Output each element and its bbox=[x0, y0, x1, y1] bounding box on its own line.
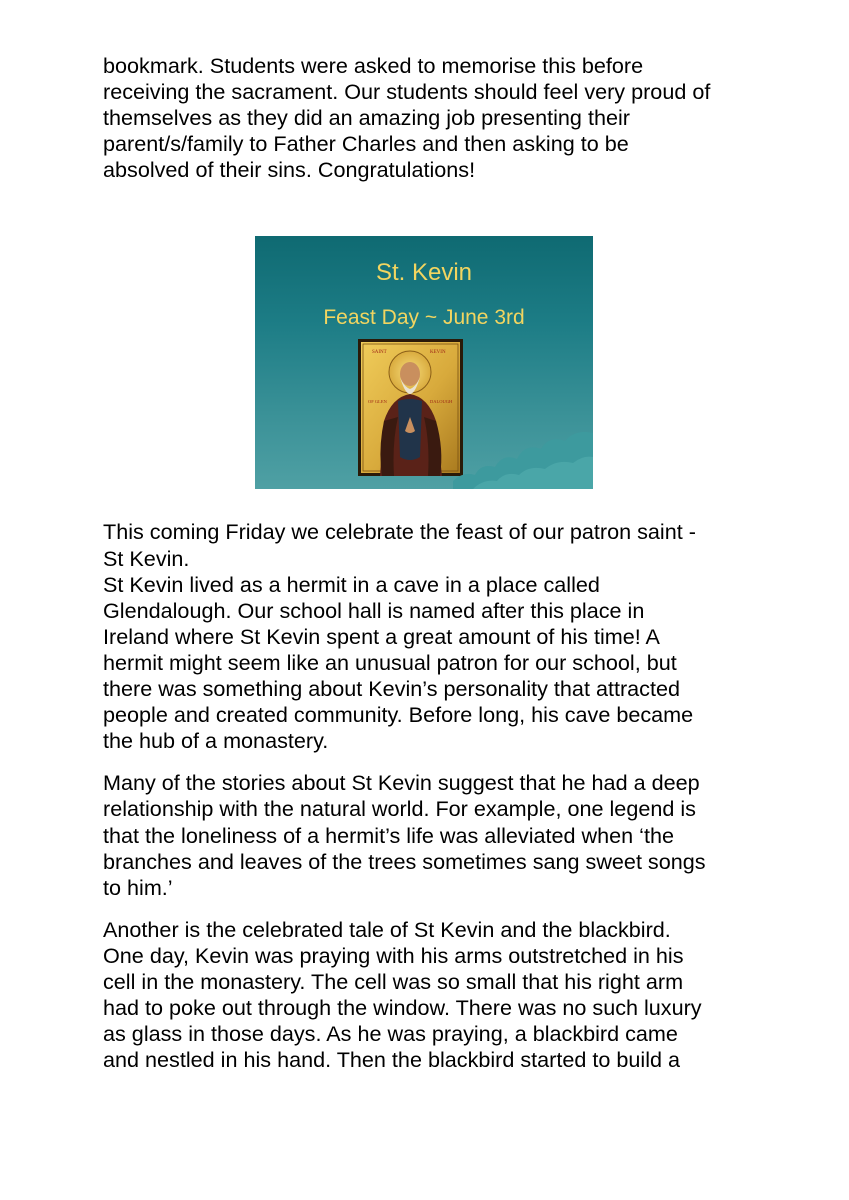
icon-label-top-right: KEVIN bbox=[430, 350, 446, 356]
st-kevin-icon-painting bbox=[358, 339, 463, 476]
document-page bbox=[103, 53, 763, 1073]
icon-label-bottom-left: OF GLEN bbox=[368, 399, 387, 405]
paragraph-natural-world: Many of the stories about St Kevin suggest that he had a deep relationship with the natural world. For example, one legend is that the loneliness of a hermit’s life was alleviated when ‘the branches and leaves of the trees sometimes sang sweet songs to him.’ bbox=[103, 770, 706, 900]
image-title: St. Kevin bbox=[375, 259, 473, 287]
icon-label-bottom-right: DALOUGH bbox=[430, 399, 453, 405]
image-subtitle: Feast Day ~ June 3rd bbox=[323, 306, 525, 330]
cloud-decoration bbox=[453, 419, 593, 489]
icon-label-top-left: SAINT bbox=[372, 350, 387, 356]
paragraph-feast-intro: This coming Friday we celebrate the feast of our patron saint - St Kevin. St Kevin lived as a hermit in a cave in a place called Glendalough. Our school hall is named after this place in Ireland where St Kevin spent a great amount of his time! A hermit might seem like an unusual patron for our school, but there was something about Kevin’s personality that attracted people and created community. Before long, his cave became the hub of a monastery. bbox=[103, 519, 696, 754]
paragraph-blackbird: Another is the celebrated tale of St Kevin and the blackbird. One day, Kevin was praying with his arms outstretched in his cell in the monastery. The cell was so small that his right arm had to poke out through the window. There was no such luxury as glass in those days. As he was praying, a blackbird came and nestled in his hand. Then the blackbird started to build a bbox=[103, 916, 702, 1073]
st-kevin-feast-image bbox=[255, 236, 593, 489]
intro-paragraph: bookmark. Students were asked to memorise this before receiving the sacrament. Our students should feel very proud of themselves as they did an amazing job presenting their parent/s/family to Father Charles and then asking to be absolved of their sins. Congratulations! bbox=[103, 53, 711, 183]
